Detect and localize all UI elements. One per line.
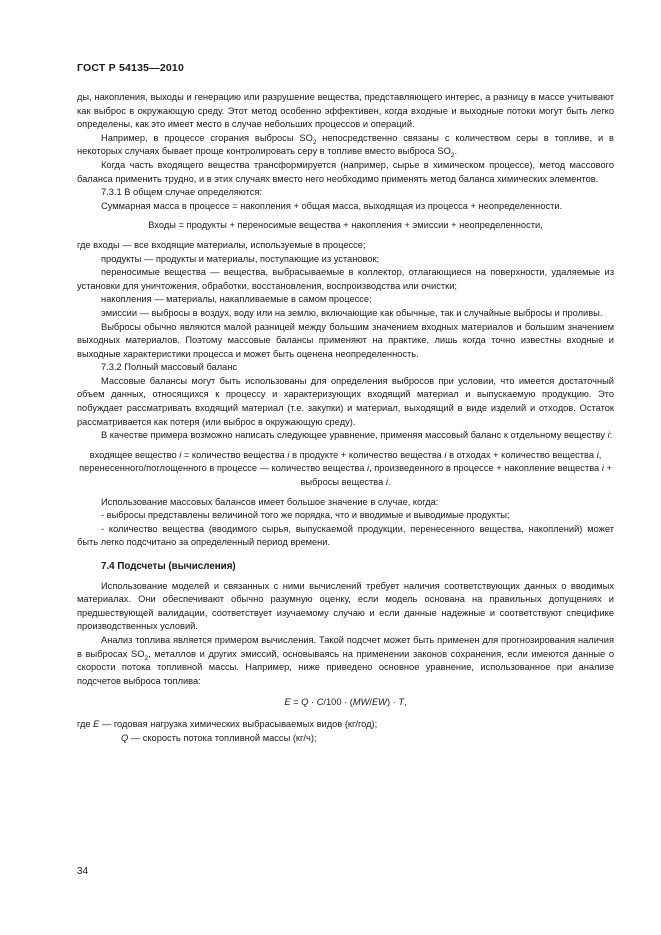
paragraph: Анализ топлива является примером вычисления. Такой подсчет может быть применен для прогнозирования наличия в выбросах $SO_2$, металлов и других эмиссий, основываясь на применении законов сохранения, если имеются данные о скорости потока топливной массы. Например, ниже приведено основное уравнение, использованное при анализе подсчетов выброса топлива: [77, 634, 615, 686]
definition: продукты — продукты и материалы, поступающие из установок; [101, 253, 380, 264]
paragraph: Когда часть входящего вещества трансформируется (например, сырье в химическом процессе), метод массового баланса применить трудно, и в этих случаях вместо него необходимо применять метод баланса химических элементов. [77, 159, 614, 184]
definition: где входы — все входящие материалы, используемые в процессе; [77, 239, 366, 250]
document-header: ГОСТ Р 54135—2010 [77, 62, 185, 74]
paragraph: Например, в процессе сгорания выбросы $SO_2$ непосредственно связаны с количеством серы в топливе, и в некоторых случаях бывает проще контролировать серу в топливе вместо выброса $SO_2$. [77, 132, 614, 160]
list-item: - выбросы представлены величиной того же порядка, что и вводимые и выводимые продукты; [101, 510, 510, 521]
paragraph: Суммарная масса в процессе = накопления + общая масса, выходящая из процесса + неопределенности. [101, 200, 563, 211]
paragraph: Выбросы обычно являются малой разницей между большим значением входных материалов и большим значением выходных материалов. Поэтому массовые балансы применяют на практике, лишь когда точно известны входные и выходные характеристики процесса и может быть оценена неопределенность. [77, 321, 614, 359]
document-body [77, 91, 614, 745]
list-item: - количество вещества (вводимого сырья, выпускаемой продукции, перенесенного вещества, накоплений) может быть легко подсчитано за определенный период времени. [77, 523, 614, 548]
paragraph: Использование массовых балансов имеет большое значение в случае, когда: [101, 496, 439, 507]
paragraph: Использование моделей и связанных с ними вычислений требует наличия соответствующих данных о вводимых материалах. Они обеспечивают обычно разумную оценку, если модель основана на правильных допущениях и предшествующей валидации, соответствует изучаемому случаю и если данные надежные и соответствуют специфике производственных условий. [77, 580, 614, 632]
mass-balance-equation: входящее вещество i = количество вещества i в продукте + количество вещества i в отходах + количество вещества i, перенесенного/поглощенного в процессе — количество вещества i, произведенного в процессе + накопление вещества i + выбросы вещества i. [79, 449, 612, 488]
equation: Входы = продукты + переносимые вещества + накопления + эмиссии + неопределенности, [148, 220, 543, 231]
section-heading: 7.4 Подсчеты (вычисления) [101, 561, 236, 572]
subsection-heading: 7.3.1 В общем случае определяются: [101, 187, 262, 198]
definition: накопления — материалы, накапливаемые в самом процессе; [101, 294, 372, 305]
paragraph: ды, накопления, выходы и генерацию или разрушение вещества, представляющего интерес, а разницу в массе учитывают как выброс в окружающую среду. Этот метод особенно эффективен, когда входные и выходные потоки могут быть легко определены, как это имеет место в случае небольших процессов и операций. [77, 92, 614, 130]
definition: эмиссии — выбросы в воздух, воду или на землю, включающие как обычные, так и случайные выбросы и проливы. [101, 307, 603, 318]
fuel-analysis-formula: E = Q · C/100 · (MW/EW) · T, [284, 697, 407, 708]
paragraph: В качестве примера возможно написать следующее уравнение, применяя массовый баланс к отдельному веществу i: [101, 430, 613, 441]
subsection-heading: 7.3.2 Полный массовый баланс [101, 362, 238, 373]
page-number: 34 [77, 866, 89, 877]
definition: переносимые вещества — вещества, выбрасываемые в коллектор, отлагающиеся на поверхности, удаляемые из установки для уничтожения, обработки, восстановления, воспроизводства или очистки; [77, 267, 614, 291]
definition: где E — годовая нагрузка химических выбрасываемых видов (кг/год); [77, 718, 378, 729]
definition: Q — скорость потока топливной массы (кг/ч); [121, 732, 317, 743]
paragraph: Массовые балансы могут быть использованы для определения выбросов при условии, что имеется достаточный объем данных, относящихся к процессу и характеризующих входящий материал и выпускаемую продукцию. Это побуждает рассматривать входящий материал (т.е. закупки) и материал, выходящий в виде изделий и отходов. Остаток рассматривается как потеря (или выброс в окружающую среду). [77, 375, 614, 427]
